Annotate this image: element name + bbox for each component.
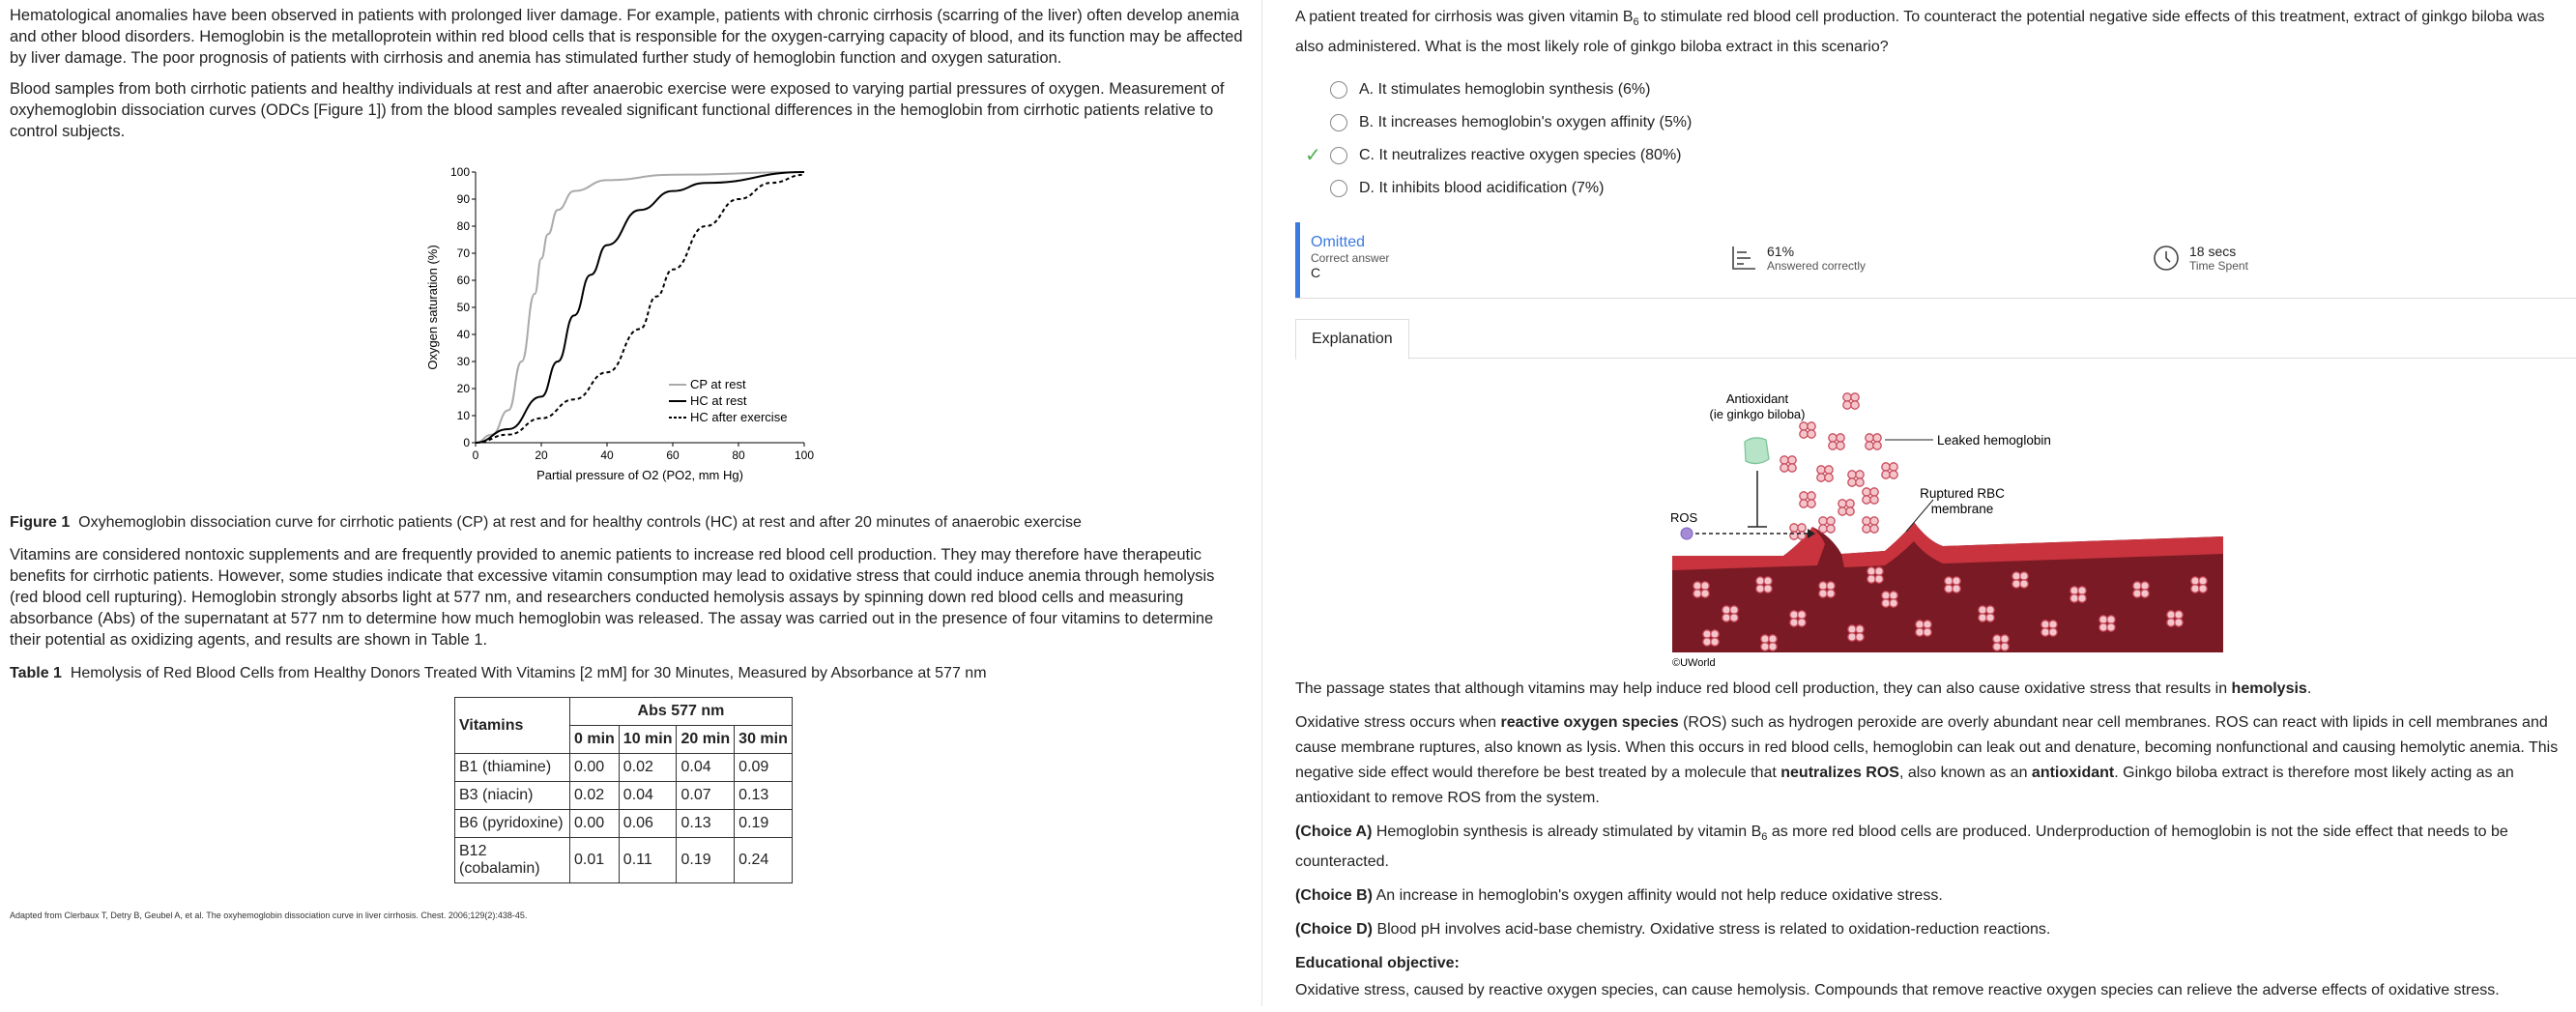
legend-label: HC after exercise — [690, 410, 788, 424]
exp-bold: neutralizes ROS — [1780, 765, 1899, 781]
choice-percent: (6%) — [1617, 81, 1651, 98]
figure-caption — [10, 514, 1082, 532]
radio-button[interactable] — [1330, 114, 1347, 131]
correct-answer-value: C — [1311, 265, 1321, 280]
legend-label: HC at rest — [690, 393, 747, 408]
exp-text: as more red blood cells are produced. Underproduction of hemoglobin is not the side effect that needs to be counteracted. — [1295, 824, 2508, 871]
exp-bold: reactive oxygen species — [1500, 714, 1679, 731]
exp-bold: antioxidant — [2031, 765, 2115, 781]
abs-value: 0.02 — [619, 754, 677, 782]
question-subscript: 6 — [1633, 16, 1639, 29]
educational-objective-label — [1295, 951, 2571, 976]
x-tick-label: 40 — [600, 448, 614, 462]
choice-text: It inhibits blood acidification — [1378, 180, 1568, 196]
hemolysis-table — [454, 697, 793, 883]
exp-text: The passage states that although vitamins may help induce red blood cell production, they can also cause oxidative stress that results in — [1295, 680, 2232, 697]
vitamin-name: B1 (thiamine) — [455, 754, 570, 782]
passage-paragraph-1: Hematological anomalies have been observed in patients with prolonged liver damage. For example, patients with chronic cirrhosis (scarring of the liver) often develop anemia and other blood disorders. Hemoglobin is the metalloprotein within red blood cells that is responsible for the oxygen-carrying capacity of blood, and its function may be affected by liver damage. The poor prognosis of patients with cirrhosis and anemia has stimulated further study of hemoglobin function and oxygen saturation. — [10, 7, 1243, 67]
explanation-paragraph — [1295, 710, 2571, 811]
ruptured-label: Ruptured RBC — [1920, 486, 2005, 501]
exp-text: Hemoglobin synthesis is already stimulated by vitamin B — [1372, 824, 1762, 840]
radio-button[interactable] — [1330, 180, 1347, 197]
tab-explanation[interactable]: Explanation — [1295, 319, 1409, 360]
vitamin-name: B3 (niacin) — [455, 782, 570, 810]
exp-text: . Ginkgo biloba extract is therefore most likely acting as an antioxidant to remove ROS from the system. — [1295, 765, 2514, 806]
abs-value: 0.00 — [570, 754, 620, 782]
table-row — [455, 782, 793, 810]
table-caption — [10, 665, 987, 682]
y-tick-label: 80 — [456, 219, 470, 233]
question-stem — [1295, 5, 2571, 60]
correct-check-icon: ✓ — [1305, 145, 1321, 166]
status-bar — [1295, 222, 1300, 298]
abs-value: 0.04 — [619, 782, 677, 810]
radio-button[interactable] — [1330, 147, 1347, 164]
abs-value: 0.13 — [677, 810, 735, 838]
antioxidant-label: Antioxidant — [1725, 391, 1789, 406]
explanation-body — [1295, 677, 2571, 1012]
y-tick-label: 60 — [456, 274, 470, 287]
choice-letter: C. — [1359, 147, 1375, 163]
abs-value: 0.09 — [735, 754, 793, 782]
bar-chart-icon — [1730, 245, 1757, 272]
exp-text: , also known as an — [1898, 765, 2032, 781]
leaked-hemoglobin-label: Leaked hemoglobin — [1937, 433, 2051, 448]
series-line — [476, 172, 804, 443]
exp-text: . — [2306, 680, 2312, 697]
omitted-block — [1311, 234, 1389, 280]
question-pane — [1266, 0, 2576, 1006]
table-label: Table 1 — [10, 665, 62, 681]
time-value: 18 secs — [2189, 244, 2237, 259]
table-row — [455, 838, 793, 883]
choice-label: (Choice A) — [1295, 824, 1373, 840]
y-tick-label: 70 — [456, 246, 470, 260]
choice-text: It increases hemoglobin's oxygen affinity — [1377, 114, 1656, 130]
passage-paragraph-2: Blood samples from both cirrhotic patients and healthy individuals at rest and after anaerobic exercise were exposed to varying partial pressures of oxygen. Measurement of oxyhemoglobin dissociation curves (ODCs [Figure 1]) from the blood samples revealed significant functional differences in the hemoglobin from cirrhotic patients relative to control subjects. — [10, 80, 1225, 140]
copyright-label: ©UWorld — [1672, 657, 1716, 669]
answer-stats — [1295, 222, 2576, 299]
table-row — [455, 754, 793, 782]
choice-letter: B. — [1359, 114, 1375, 130]
abs-value: 0.07 — [677, 782, 735, 810]
choice-label: (Choice D) — [1295, 921, 1373, 939]
header-vitamins: Vitamins — [455, 698, 570, 754]
percent-label: Answered correctly — [1767, 259, 1867, 273]
y-tick-label: 40 — [456, 328, 470, 341]
passage-paragraph-3: Vitamins are considered nontoxic supplements and are frequently provided to anemic patients to increase red blood cell production. They may therefore have therapeutic benefits for cirrhotic patients. However, some studies indicate that excessive vitamin consumption may lead to oxidative stress that could induce anemia through hemolysis (red blood cell rupturing). Hemoglobin strongly absorbs light at 577 nm, and researchers conducted hemolysis assays by spinning down red blood cells and measuring absorbance (Abs) of the supernatant at 577 nm to determine how much hemoglobin was released. The assay was carried out in the presence of four vitamins to determine their potential as oxidizing agents, and results are shown in Table 1. — [10, 546, 1215, 649]
abs-value: 0.02 — [570, 782, 620, 810]
exp-text: (ROS) such as hydrogen peroxide are overly abundant near cell membranes. ROS can react with lipids in cell membranes and cause membrane ruptures, also known as lysis. When this occurs in red blood cells, hemoglobin can leak out and denature, becoming nonfunctional and causing hemolytic anemia. This negative side effect would therefore be best treated by a molecule that — [1295, 714, 2559, 781]
percent-value: 61% — [1767, 244, 1795, 259]
answer-choices — [1295, 73, 1692, 205]
table-caption-text: Hemolysis of Red Blood Cells from Healthy Donors Treated With Vitamins [2 mM] for 30 Minutes, Measured by Absorbance at 577 nm — [70, 665, 987, 681]
y-tick-label: 10 — [456, 409, 470, 422]
status-text: Omitted — [1311, 234, 1366, 250]
y-tick-label: 30 — [456, 355, 470, 368]
exp-subscript: 6 — [1761, 831, 1768, 844]
pane-divider[interactable] — [1261, 0, 1262, 1006]
abs-value: 0.11 — [619, 838, 677, 883]
x-tick-label: 100 — [794, 448, 815, 462]
educational-objective-text: Oxidative stress, caused by reactive oxygen species, can cause hemolysis. Compounds that remove reactive oxygen species can relieve the adverse effects of oxidative stress. — [1295, 982, 2500, 999]
choice-a[interactable] — [1295, 73, 1692, 106]
question-text: A patient treated for cirrhosis was given vitamin B — [1295, 9, 1634, 25]
odc-chart — [416, 155, 841, 503]
edu-label: Educational objective: — [1295, 955, 1460, 972]
choice-label: (Choice B) — [1295, 887, 1373, 905]
antioxidant-icon — [1745, 438, 1769, 464]
y-tick-label: 90 — [456, 192, 470, 206]
header-time: 20 min — [677, 726, 735, 754]
ros-label: ROS — [1670, 510, 1698, 525]
header-time: 10 min — [619, 726, 677, 754]
choice-b[interactable] — [1295, 106, 1692, 139]
membrane-pointer — [1906, 500, 1933, 532]
y-tick-label: 20 — [456, 382, 470, 395]
passage-pane — [0, 0, 1247, 1006]
figure-caption-text: Oxyhemoglobin dissociation curve for cirrhotic patients (CP) at rest and for healthy controls (HC) at rest and after 20 minutes of anaerobic exercise — [78, 514, 1082, 531]
radio-button[interactable] — [1330, 81, 1347, 99]
hemolysis-illustration — [1653, 382, 2223, 672]
ros-icon — [1681, 528, 1693, 539]
abs-value: 0.19 — [735, 810, 793, 838]
x-tick-label: 0 — [472, 448, 479, 462]
figure-label: Figure 1 — [10, 514, 71, 531]
vitamin-name: B12 (cobalamin) — [455, 838, 570, 883]
abs-value: 0.13 — [735, 782, 793, 810]
y-tick-label: 0 — [463, 436, 470, 449]
header-time: 30 min — [735, 726, 793, 754]
time-spent-stat — [2153, 244, 2248, 273]
y-tick-label: 50 — [456, 301, 470, 314]
header-abs: Abs 577 nm — [570, 698, 793, 726]
choice-c[interactable] — [1295, 139, 1692, 172]
x-tick-label: 20 — [535, 448, 548, 462]
explanation-paragraph — [1295, 677, 2571, 702]
y-axis-label: Oxygen saturation (%) — [425, 245, 440, 370]
source-citation: Adapted from Clerbaux T, Detry B, Geubel A, et al. The oxyhemoglobin dissociation curve in liver cirrhosis. Chest. 2006;129(2):438-45. — [10, 911, 528, 920]
question-text: to stimulate red blood cell production. To counteract the potential negative side effects of this treatment, extract of ginkgo biloba was also administered. What is the most likely role of ginkgo biloba extract in this scenario? — [1295, 9, 2545, 56]
abs-value: 0.04 — [677, 754, 735, 782]
time-label: Time Spent — [2189, 259, 2248, 273]
exp-text: Blood pH involves acid-base chemistry. Oxidative stress is related to oxidation-reduction reactions. — [1373, 921, 2051, 939]
abs-value: 0.19 — [677, 838, 735, 883]
choice-text: It stimulates hemoglobin synthesis — [1377, 81, 1614, 98]
choice-d-explanation — [1295, 917, 2571, 942]
vitamin-name: B6 (pyridoxine) — [455, 810, 570, 838]
series-line — [476, 175, 804, 443]
x-tick-label: 80 — [732, 448, 745, 462]
choice-letter: D. — [1359, 180, 1375, 196]
exp-bold: hemolysis — [2231, 680, 2307, 697]
tab-bar — [1295, 319, 2576, 359]
choice-b-explanation — [1295, 883, 2571, 909]
correct-answer-label: Correct answer — [1311, 251, 1390, 265]
choice-letter: A. — [1359, 81, 1375, 98]
legend-label: CP at rest — [690, 377, 746, 391]
exp-text: Oxidative stress occurs when — [1295, 714, 1501, 731]
clock-icon — [2153, 245, 2180, 272]
choice-percent: (80%) — [1639, 147, 1682, 163]
choice-percent: (5%) — [1659, 114, 1693, 130]
percent-correct-stat — [1730, 244, 1866, 273]
x-tick-label: 60 — [666, 448, 680, 462]
series-line — [476, 172, 804, 443]
abs-value: 0.00 — [570, 810, 620, 838]
choice-a-explanation — [1295, 820, 2571, 875]
membrane-label: membrane — [1930, 502, 1994, 516]
header-time: 0 min — [570, 726, 620, 754]
choice-d[interactable] — [1295, 172, 1692, 205]
choice-text: It neutralizes reactive oxygen species — [1378, 147, 1636, 163]
x-axis-label: Partial pressure of O2 (PO2, mm Hg) — [536, 468, 743, 482]
abs-value: 0.01 — [570, 838, 620, 883]
choice-percent: (7%) — [1571, 180, 1605, 196]
antioxidant-sublabel: (ie ginkgo biloba) — [1709, 407, 1806, 421]
y-tick-label: 100 — [449, 165, 470, 179]
abs-value: 0.24 — [735, 838, 793, 883]
table-row — [455, 810, 793, 838]
abs-value: 0.06 — [619, 810, 677, 838]
exp-text: An increase in hemoglobin's oxygen affinity would not help reduce oxidative stress. — [1373, 887, 1943, 905]
